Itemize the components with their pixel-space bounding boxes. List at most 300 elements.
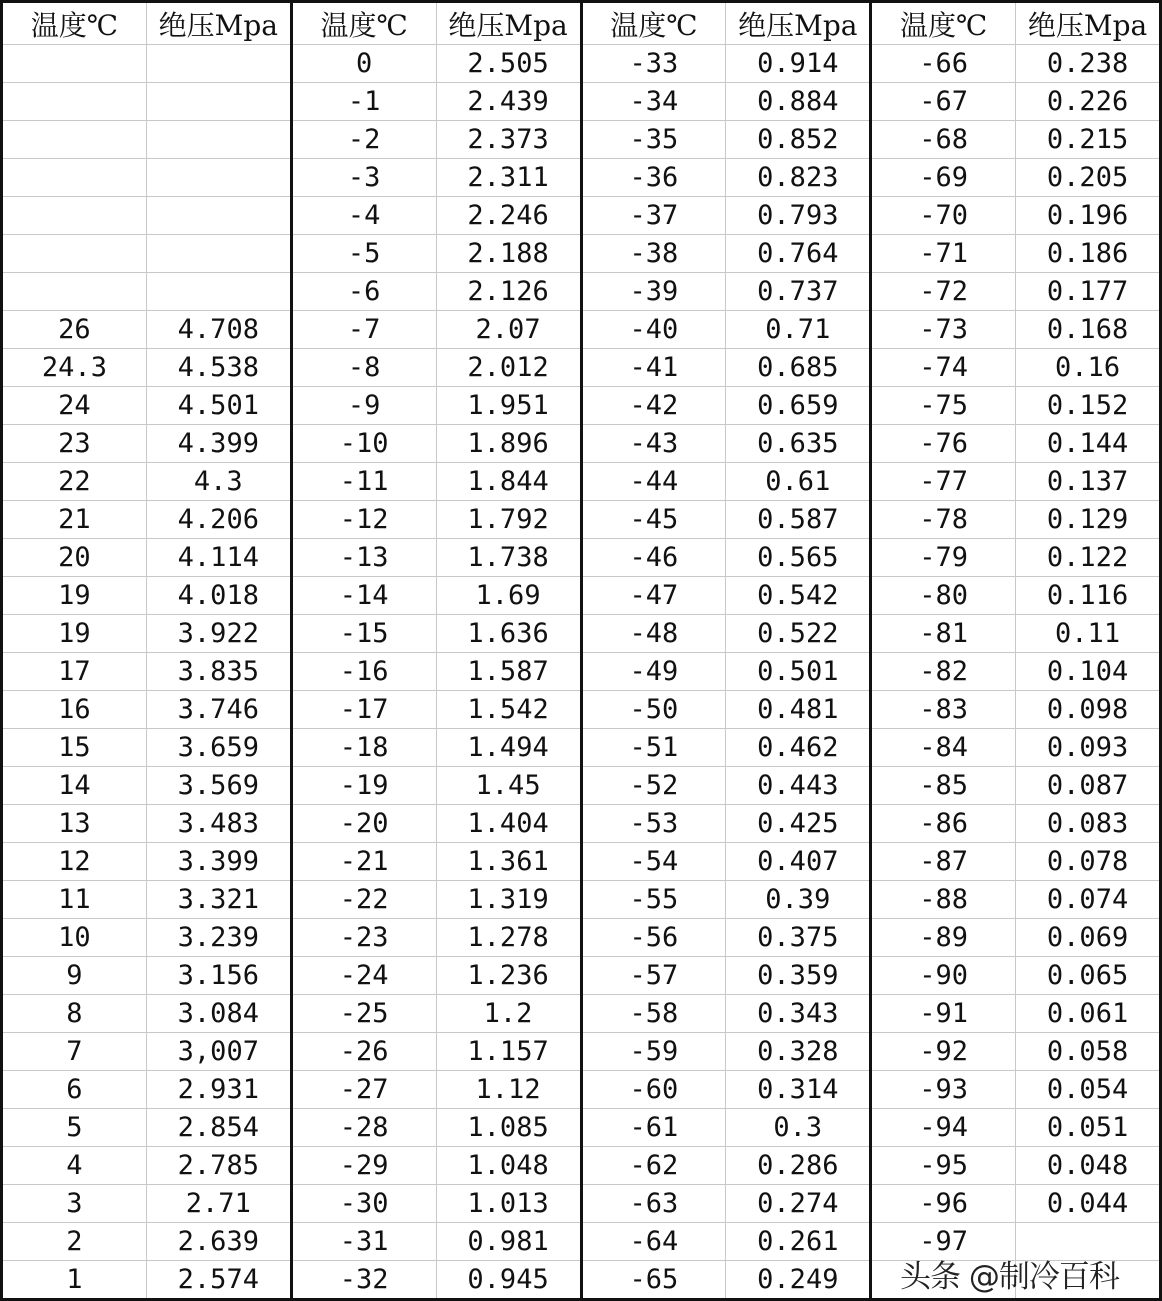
pressure-cell: 0.852 xyxy=(726,121,871,159)
pressure-cell: 0.168 xyxy=(1016,311,1161,349)
temperature-cell: -93 xyxy=(871,1071,1016,1109)
pressure-cell: 0.685 xyxy=(726,349,871,387)
temperature-cell: -18 xyxy=(291,729,436,767)
pressure-cell: 0.122 xyxy=(1016,539,1161,577)
temperature-cell: 8 xyxy=(2,995,147,1033)
pressure-cell: 4.114 xyxy=(146,539,291,577)
table-row xyxy=(2,387,1161,425)
temperature-cell xyxy=(2,45,147,83)
temperature-cell: -13 xyxy=(291,539,436,577)
pressure-cell xyxy=(146,273,291,311)
pressure-cell: 2.188 xyxy=(436,235,581,273)
temperature-cell xyxy=(2,273,147,311)
pressure-cell: 0.659 xyxy=(726,387,871,425)
header-pressure: 绝压Mpa xyxy=(436,2,581,45)
pressure-cell: 1.542 xyxy=(436,691,581,729)
temperature-cell: -66 xyxy=(871,45,1016,83)
temperature-cell: -11 xyxy=(291,463,436,501)
table-row xyxy=(2,729,1161,767)
pressure-cell: 2.639 xyxy=(146,1223,291,1261)
pressure-cell: 0.343 xyxy=(726,995,871,1033)
header-row xyxy=(2,2,1161,45)
temperature-cell: -51 xyxy=(581,729,726,767)
table-row xyxy=(2,1223,1161,1261)
pressure-cell: 2.505 xyxy=(436,45,581,83)
pressure-cell: 3.659 xyxy=(146,729,291,767)
pressure-cell: 0.884 xyxy=(726,83,871,121)
pressure-cell: 0.051 xyxy=(1016,1109,1161,1147)
temperature-cell: -79 xyxy=(871,539,1016,577)
header-temperature: 温度℃ xyxy=(291,2,436,45)
header-temperature: 温度℃ xyxy=(871,2,1016,45)
temperature-cell: -52 xyxy=(581,767,726,805)
temperature-cell: -47 xyxy=(581,577,726,615)
temperature-cell: -72 xyxy=(871,273,1016,311)
temperature-cell: -86 xyxy=(871,805,1016,843)
temperature-cell: -44 xyxy=(581,463,726,501)
pressure-cell: 2.71 xyxy=(146,1185,291,1223)
temperature-cell: -42 xyxy=(581,387,726,425)
temperature-cell: -96 xyxy=(871,1185,1016,1223)
pressure-cell: 0.11 xyxy=(1016,615,1161,653)
temperature-cell: -76 xyxy=(871,425,1016,463)
pressure-cell: 0.359 xyxy=(726,957,871,995)
pressure-cell: 3.239 xyxy=(146,919,291,957)
table-row xyxy=(2,159,1161,197)
pressure-cell: 4.501 xyxy=(146,387,291,425)
temperature-cell: -35 xyxy=(581,121,726,159)
temperature-cell: 1 xyxy=(2,1261,147,1300)
temperature-cell: -16 xyxy=(291,653,436,691)
temperature-cell: -38 xyxy=(581,235,726,273)
pressure-cell: 2.854 xyxy=(146,1109,291,1147)
pressure-cell xyxy=(146,159,291,197)
pressure-cell: 3.399 xyxy=(146,843,291,881)
temperature-cell: -60 xyxy=(581,1071,726,1109)
pressure-cell: 2.311 xyxy=(436,159,581,197)
pressure-cell: 4.3 xyxy=(146,463,291,501)
pressure-cell: 0.078 xyxy=(1016,843,1161,881)
pressure-cell: 1.278 xyxy=(436,919,581,957)
pressure-cell: 0.481 xyxy=(726,691,871,729)
temperature-cell: -48 xyxy=(581,615,726,653)
header-pressure: 绝压Mpa xyxy=(726,2,871,45)
pressure-cell: 0.542 xyxy=(726,577,871,615)
table-row xyxy=(2,45,1161,83)
temperature-cell: -28 xyxy=(291,1109,436,1147)
pressure-cell: 0.737 xyxy=(726,273,871,311)
pressure-cell: 2.574 xyxy=(146,1261,291,1300)
pressure-cell: 1.494 xyxy=(436,729,581,767)
pressure-cell: 1.236 xyxy=(436,957,581,995)
pressure-cell: 0.249 xyxy=(726,1261,871,1300)
pressure-cell: 2.373 xyxy=(436,121,581,159)
pressure-cell: 3.746 xyxy=(146,691,291,729)
pressure-cell: 0.177 xyxy=(1016,273,1161,311)
pressure-cell: 3.483 xyxy=(146,805,291,843)
pressure-cell: 0.314 xyxy=(726,1071,871,1109)
temperature-cell: -56 xyxy=(581,919,726,957)
pressure-cell: 0.3 xyxy=(726,1109,871,1147)
pressure-cell: 2.439 xyxy=(436,83,581,121)
temperature-cell: -45 xyxy=(581,501,726,539)
pressure-cell: 0.054 xyxy=(1016,1071,1161,1109)
temperature-cell: -89 xyxy=(871,919,1016,957)
pressure-cell: 0.16 xyxy=(1016,349,1161,387)
temperature-cell: -64 xyxy=(581,1223,726,1261)
pressure-cell: 1.12 xyxy=(436,1071,581,1109)
table-row xyxy=(2,805,1161,843)
pressure-cell: 0.044 xyxy=(1016,1185,1161,1223)
temperature-cell: 13 xyxy=(2,805,147,843)
pressure-cell: 1.013 xyxy=(436,1185,581,1223)
temperature-cell: -17 xyxy=(291,691,436,729)
pressure-cell: 0.565 xyxy=(726,539,871,577)
temperature-cell: -23 xyxy=(291,919,436,957)
pressure-cell: 1.844 xyxy=(436,463,581,501)
table-row xyxy=(2,1147,1161,1185)
pressure-cell: 0.069 xyxy=(1016,919,1161,957)
pressure-cell: 4.708 xyxy=(146,311,291,349)
table-row xyxy=(2,425,1161,463)
temperature-cell: -10 xyxy=(291,425,436,463)
temperature-cell: -50 xyxy=(581,691,726,729)
temperature-cell: -8 xyxy=(291,349,436,387)
pressure-cell: 1.69 xyxy=(436,577,581,615)
temperature-cell: 9 xyxy=(2,957,147,995)
temperature-cell xyxy=(2,197,147,235)
pressure-cell: 2.012 xyxy=(436,349,581,387)
temperature-cell: -1 xyxy=(291,83,436,121)
pressure-cell: 3.569 xyxy=(146,767,291,805)
temperature-cell: 23 xyxy=(2,425,147,463)
temperature-cell: -81 xyxy=(871,615,1016,653)
temperature-cell: -83 xyxy=(871,691,1016,729)
temperature-cell: -34 xyxy=(581,83,726,121)
temperature-cell xyxy=(2,121,147,159)
pressure-cell: 0.144 xyxy=(1016,425,1161,463)
pressure-cell: 1.361 xyxy=(436,843,581,881)
temperature-cell: 21 xyxy=(2,501,147,539)
temperature-cell: -12 xyxy=(291,501,436,539)
temperature-cell: -85 xyxy=(871,767,1016,805)
temperature-cell: -63 xyxy=(581,1185,726,1223)
temperature-cell: -97 xyxy=(871,1223,1016,1261)
table-row xyxy=(2,653,1161,691)
pressure-cell: 0.328 xyxy=(726,1033,871,1071)
temperature-cell: 10 xyxy=(2,919,147,957)
pressure-cell: 0.764 xyxy=(726,235,871,273)
temperature-cell: -3 xyxy=(291,159,436,197)
temperature-cell: -75 xyxy=(871,387,1016,425)
pressure-cell xyxy=(146,235,291,273)
table-row xyxy=(2,1033,1161,1071)
temperature-cell: 4 xyxy=(2,1147,147,1185)
pressure-cell: 1.951 xyxy=(436,387,581,425)
temperature-cell: -59 xyxy=(581,1033,726,1071)
temperature-cell: 20 xyxy=(2,539,147,577)
temperature-cell: -87 xyxy=(871,843,1016,881)
pressure-cell: 0.093 xyxy=(1016,729,1161,767)
temperature-cell: -7 xyxy=(291,311,436,349)
pressure-cell xyxy=(146,83,291,121)
temperature-cell: -95 xyxy=(871,1147,1016,1185)
temperature-cell: -92 xyxy=(871,1033,1016,1071)
pressure-cell: 0.407 xyxy=(726,843,871,881)
pressure-cell: 2.931 xyxy=(146,1071,291,1109)
temperature-cell: -27 xyxy=(291,1071,436,1109)
pressure-cell: 0.061 xyxy=(1016,995,1161,1033)
pressure-cell: 0.215 xyxy=(1016,121,1161,159)
temperature-cell xyxy=(2,235,147,273)
watermark: 头条 @制冷百科 xyxy=(900,1259,1119,1295)
pressure-cell: 0.104 xyxy=(1016,653,1161,691)
temperature-cell: -84 xyxy=(871,729,1016,767)
pressure-cell: 0.152 xyxy=(1016,387,1161,425)
pressure-cell: 3,007 xyxy=(146,1033,291,1071)
temperature-cell: -39 xyxy=(581,273,726,311)
temperature-cell: -90 xyxy=(871,957,1016,995)
temperature-cell xyxy=(2,83,147,121)
temperature-cell: -71 xyxy=(871,235,1016,273)
pressure-cell: 0.129 xyxy=(1016,501,1161,539)
temperature-cell: 19 xyxy=(2,577,147,615)
temperature-cell: -65 xyxy=(581,1261,726,1300)
temperature-cell: 16 xyxy=(2,691,147,729)
pressure-cell: 2.126 xyxy=(436,273,581,311)
pressure-cell: 0.065 xyxy=(1016,957,1161,995)
pressure-cell xyxy=(146,197,291,235)
temperature-cell: -49 xyxy=(581,653,726,691)
pressure-cell: 1.896 xyxy=(436,425,581,463)
table-row xyxy=(2,995,1161,1033)
pressure-cell: 1.157 xyxy=(436,1033,581,1071)
table-row xyxy=(2,1185,1161,1223)
pressure-cell: 3.835 xyxy=(146,653,291,691)
table-row xyxy=(2,1109,1161,1147)
pressure-cell: 4.399 xyxy=(146,425,291,463)
pressure-cell: 0.914 xyxy=(726,45,871,83)
pressure-cell: 0.635 xyxy=(726,425,871,463)
pressure-cell: 4.538 xyxy=(146,349,291,387)
pressure-cell: 1.085 xyxy=(436,1109,581,1147)
temperature-cell: -43 xyxy=(581,425,726,463)
temperature-cell: -53 xyxy=(581,805,726,843)
temperature-cell: -80 xyxy=(871,577,1016,615)
table-row xyxy=(2,349,1161,387)
pressure-cell: 0.823 xyxy=(726,159,871,197)
temperature-cell: 19 xyxy=(2,615,147,653)
table-row xyxy=(2,311,1161,349)
temperature-cell: -67 xyxy=(871,83,1016,121)
temperature-cell: -54 xyxy=(581,843,726,881)
pressure-cell: 0.443 xyxy=(726,767,871,805)
temperature-cell: -40 xyxy=(581,311,726,349)
pressure-cell: 0.186 xyxy=(1016,235,1161,273)
temperature-cell: -74 xyxy=(871,349,1016,387)
pressure-cell: 3.084 xyxy=(146,995,291,1033)
temperature-cell: 5 xyxy=(2,1109,147,1147)
pressure-cell: 0.981 xyxy=(436,1223,581,1261)
pressure-cell: 0.116 xyxy=(1016,577,1161,615)
pressure-cell: 0.058 xyxy=(1016,1033,1161,1071)
temperature-cell: -29 xyxy=(291,1147,436,1185)
temperature-cell xyxy=(2,159,147,197)
pressure-cell: 0.71 xyxy=(726,311,871,349)
pressure-cell: 0.39 xyxy=(726,881,871,919)
temperature-cell: -69 xyxy=(871,159,1016,197)
temperature-cell: -24 xyxy=(291,957,436,995)
temperature-cell: -36 xyxy=(581,159,726,197)
pressure-cell: 1.404 xyxy=(436,805,581,843)
pressure-cell: 0.945 xyxy=(436,1261,581,1300)
pressure-cell: 0.522 xyxy=(726,615,871,653)
temperature-cell: 26 xyxy=(2,311,147,349)
temperature-cell: 2 xyxy=(2,1223,147,1261)
pressure-cell: 0.61 xyxy=(726,463,871,501)
temperature-cell: -25 xyxy=(291,995,436,1033)
temperature-cell: 15 xyxy=(2,729,147,767)
temperature-cell: 6 xyxy=(2,1071,147,1109)
pressure-cell: 0.083 xyxy=(1016,805,1161,843)
pressure-cell: 3.321 xyxy=(146,881,291,919)
table-row xyxy=(2,957,1161,995)
temperature-cell: -22 xyxy=(291,881,436,919)
temperature-cell: -31 xyxy=(291,1223,436,1261)
temperature-cell: -15 xyxy=(291,615,436,653)
table-row xyxy=(2,121,1161,159)
temperature-cell: -58 xyxy=(581,995,726,1033)
table-row xyxy=(2,501,1161,539)
pressure-cell xyxy=(146,121,291,159)
pressure-cell: 0.226 xyxy=(1016,83,1161,121)
pressure-cell: 0.274 xyxy=(726,1185,871,1223)
header-pressure: 绝压Mpa xyxy=(1016,2,1161,45)
table-row xyxy=(2,615,1161,653)
table-row xyxy=(2,767,1161,805)
pressure-cell: 1.45 xyxy=(436,767,581,805)
temperature-cell: -2 xyxy=(291,121,436,159)
temperature-cell: -20 xyxy=(291,805,436,843)
table-row xyxy=(2,577,1161,615)
temperature-cell: 22 xyxy=(2,463,147,501)
temperature-cell: -19 xyxy=(291,767,436,805)
pressure-cell: 0.048 xyxy=(1016,1147,1161,1185)
pressure-cell: 1.636 xyxy=(436,615,581,653)
temperature-cell: -57 xyxy=(581,957,726,995)
pressure-cell: 0.425 xyxy=(726,805,871,843)
pressure-cell: 0.137 xyxy=(1016,463,1161,501)
table-row xyxy=(2,197,1161,235)
temperature-cell: -21 xyxy=(291,843,436,881)
temperature-cell: -46 xyxy=(581,539,726,577)
pressure-cell: 4.206 xyxy=(146,501,291,539)
temperature-cell: -88 xyxy=(871,881,1016,919)
temperature-cell: -26 xyxy=(291,1033,436,1071)
pressure-cell: 1.048 xyxy=(436,1147,581,1185)
pressure-cell: 4.018 xyxy=(146,577,291,615)
pressure-cell: 1.2 xyxy=(436,995,581,1033)
temperature-cell: -33 xyxy=(581,45,726,83)
temperature-cell: -14 xyxy=(291,577,436,615)
temperature-cell: -41 xyxy=(581,349,726,387)
header-temperature: 温度℃ xyxy=(581,2,726,45)
temperature-cell: -77 xyxy=(871,463,1016,501)
pressure-cell: 0.261 xyxy=(726,1223,871,1261)
pressure-cell: 1.587 xyxy=(436,653,581,691)
pressure-cell: 1.738 xyxy=(436,539,581,577)
table-row xyxy=(2,463,1161,501)
temperature-cell: -62 xyxy=(581,1147,726,1185)
temperature-cell: 17 xyxy=(2,653,147,691)
temperature-cell: 3 xyxy=(2,1185,147,1223)
temperature-cell: -6 xyxy=(291,273,436,311)
pressure-cell: 0.793 xyxy=(726,197,871,235)
pressure-cell: 0.286 xyxy=(726,1147,871,1185)
pressure-cell: 2.07 xyxy=(436,311,581,349)
temperature-cell: -78 xyxy=(871,501,1016,539)
temperature-cell: -4 xyxy=(291,197,436,235)
pressure-cell: 0.205 xyxy=(1016,159,1161,197)
pressure-cell: 0.238 xyxy=(1016,45,1161,83)
table-row xyxy=(2,273,1161,311)
pressure-cell: 0.462 xyxy=(726,729,871,767)
temperature-cell: -37 xyxy=(581,197,726,235)
table-row xyxy=(2,235,1161,273)
temperature-cell: 7 xyxy=(2,1033,147,1071)
pressure-cell: 0.501 xyxy=(726,653,871,691)
temperature-cell: -68 xyxy=(871,121,1016,159)
temperature-cell: -94 xyxy=(871,1109,1016,1147)
temperature-cell: 24 xyxy=(2,387,147,425)
temperature-cell: -5 xyxy=(291,235,436,273)
pressure-cell: 3.922 xyxy=(146,615,291,653)
temperature-cell: -91 xyxy=(871,995,1016,1033)
pressure-cell: 2.246 xyxy=(436,197,581,235)
temperature-cell: 12 xyxy=(2,843,147,881)
temperature-cell: -70 xyxy=(871,197,1016,235)
temperature-cell: -61 xyxy=(581,1109,726,1147)
temperature-cell: -73 xyxy=(871,311,1016,349)
table-row xyxy=(2,919,1161,957)
table-row xyxy=(2,1071,1161,1109)
pressure-cell: 1.792 xyxy=(436,501,581,539)
pressure-cell: 0.196 xyxy=(1016,197,1161,235)
pressure-cell: 0.098 xyxy=(1016,691,1161,729)
table-row xyxy=(2,83,1161,121)
temperature-cell: -30 xyxy=(291,1185,436,1223)
header-temperature: 温度℃ xyxy=(2,2,147,45)
table-row xyxy=(2,691,1161,729)
table-row xyxy=(2,539,1161,577)
temperature-cell: 0 xyxy=(291,45,436,83)
table-row xyxy=(2,843,1161,881)
header-pressure: 绝压Mpa xyxy=(146,2,291,45)
pressure-cell: 0.375 xyxy=(726,919,871,957)
pressure-cell: 3.156 xyxy=(146,957,291,995)
pressure-cell: 0.074 xyxy=(1016,881,1161,919)
pressure-cell: 0.587 xyxy=(726,501,871,539)
temperature-cell: -9 xyxy=(291,387,436,425)
table-row xyxy=(2,881,1161,919)
pressure-cell xyxy=(146,45,291,83)
pressure-cell: 0.087 xyxy=(1016,767,1161,805)
temperature-cell: -32 xyxy=(291,1261,436,1300)
temperature-cell: 24.3 xyxy=(2,349,147,387)
pressure-cell: 1.319 xyxy=(436,881,581,919)
pressure-cell xyxy=(1016,1223,1161,1261)
temperature-cell: -55 xyxy=(581,881,726,919)
